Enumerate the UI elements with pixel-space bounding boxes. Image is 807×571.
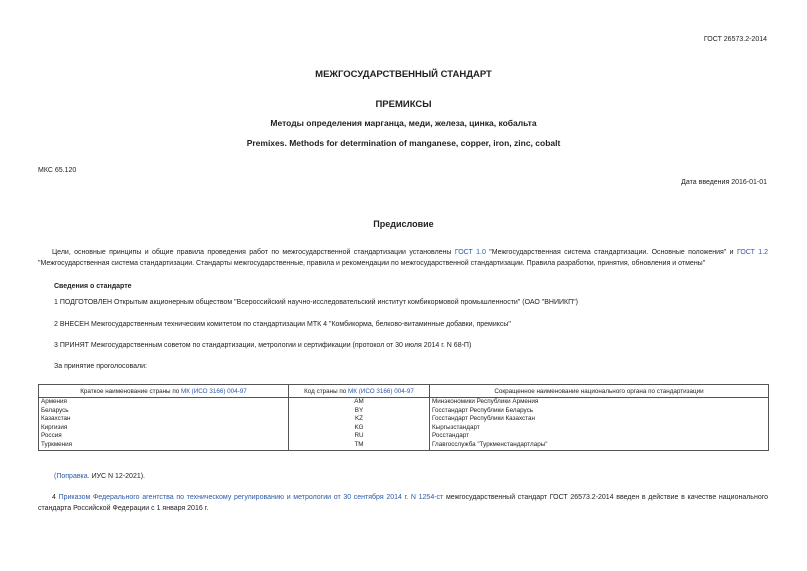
code-cell: RU (289, 432, 430, 441)
document-title: МЕЖГОСУДАРСТВЕННЫЙ СТАНДАРТ (315, 69, 492, 80)
gost-1-2-link[interactable]: ГОСТ 1.2 (736, 249, 768, 256)
amendment-note (54, 473, 145, 480)
column-header-body: Сокращенное наименование национального органа по стандартизации (430, 385, 769, 398)
amendment-text: ИУС N 12-2021). (91, 473, 146, 480)
order-link[interactable]: Приказом Федерального агентства по техническому регулированию и метрологии от 30 сентября 2014 г. N 1254-ст (58, 494, 444, 501)
code-cell: BY (289, 407, 430, 416)
country-cell: Россия (39, 432, 289, 441)
preface-heading: Предисловие (373, 219, 434, 229)
body-cell: Росстандарт (430, 432, 769, 441)
item-4-paragraph (38, 493, 768, 514)
table-row (39, 424, 769, 433)
country-cell: Казахстан (39, 415, 289, 424)
body-cell: Главгосслужба "Туркменстандартлары" (430, 441, 769, 450)
preface-paragraph (38, 248, 768, 269)
introduction-date: Дата введения 2016-01-01 (681, 179, 767, 186)
column-header-country-text: Краткое наименование страны по (80, 387, 180, 395)
body-cell: Кыргызстандарт (430, 424, 769, 433)
item-2-submitted: 2 ВНЕСЕН Межгосударственным техническим комитетом по стандартизации МТК 4 "Комбикорма, белково-витаминные добавки, премиксы" (54, 321, 511, 328)
preface-text-1: Цели, основные принципы и общие правила проведения работ по межгосударственной стандартизации установлены (52, 249, 452, 256)
document-code: ГОСТ 26573.2-2014 (703, 36, 767, 43)
mk-iso-link[interactable]: МК (ИСО 3166) 004-97 (180, 387, 247, 395)
item-4-number: 4 (52, 494, 56, 501)
item-4-text: межгосударственный стандарт ГОСТ 26573.2-2014 введен в действие в качестве национального стандарта Российской Федерации с 1 января 2016 г. (38, 494, 769, 512)
country-cell: Киргизия (39, 424, 289, 433)
column-header-code-text: Код страны по (304, 387, 347, 395)
table-row (39, 398, 769, 407)
country-cell: Армения (39, 398, 289, 407)
preface-text-3: "Межгосударственная система стандартизации. Стандарты межгосударственные, правила и рекомендации по межгосударственной стандартизации. Правила разработки, принятия, обновления и отмены" (38, 259, 706, 267)
table-row (39, 441, 769, 450)
gost-1-0-link[interactable]: ГОСТ 1.0 (454, 249, 486, 256)
table-row (39, 415, 769, 424)
country-cell: Беларусь (39, 407, 289, 416)
column-header-code (289, 385, 430, 398)
table-row (39, 407, 769, 416)
code-cell: KG (289, 424, 430, 433)
subtitle-english: Premixes. Methods for determination of manganese, copper, iron, zinc, cobalt (246, 138, 561, 148)
column-header-country (39, 385, 289, 398)
body-cell: Госстандарт Республики Казахстан (430, 415, 769, 424)
mks-code: МКС 65.120 (38, 167, 77, 174)
standard-info-heading: Сведения о стандарте (54, 283, 132, 290)
mk-iso-link[interactable]: МК (ИСО 3166) 004-97 (348, 387, 414, 395)
code-cell: TM (289, 441, 430, 450)
code-cell: KZ (289, 415, 430, 424)
product-name: ПРЕМИКСЫ (375, 99, 432, 110)
body-cell: Минэкономики Республики Армения (430, 398, 769, 407)
body-cell: Госстандарт Республики Беларусь (430, 407, 769, 416)
voting-states-table (38, 384, 769, 451)
voted-label: За принятие проголосовали: (54, 363, 147, 370)
code-cell: AM (289, 398, 430, 407)
country-cell: Туркмения (39, 441, 289, 450)
item-3-adopted: 3 ПРИНЯТ Межгосударственным советом по стандартизации, метрологии и сертификации (протокол от 30 июля 2014 г. N 68-П) (54, 342, 472, 349)
subtitle-russian: Методы определения марганца, меди, железа, цинка, кобальта (270, 118, 537, 128)
amendment-link[interactable]: (Поправка. (54, 473, 90, 480)
preface-text-2: "Межгосударственная система стандартизации. Основные положения" и (489, 249, 734, 256)
table-header-row (39, 385, 769, 398)
table-row (39, 432, 769, 441)
item-1-prepared: 1 ПОДГОТОВЛЕН Открытым акционерным обществом "Всероссийский научно-исследовательский институт комбикормовой промышленности" (ОАО "ВНИИКП") (54, 299, 578, 306)
